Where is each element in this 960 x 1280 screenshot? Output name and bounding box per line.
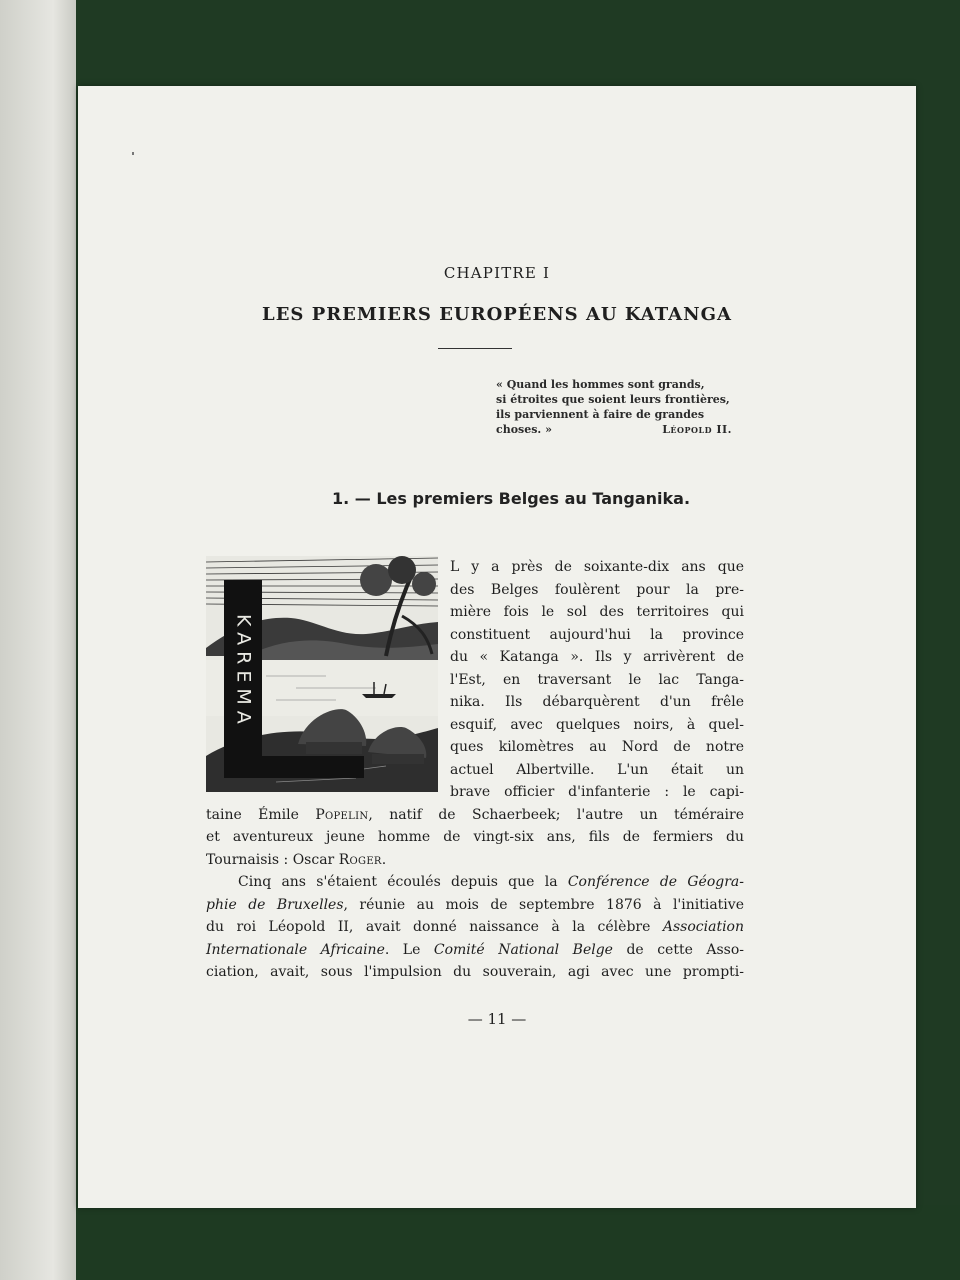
text-line: actuel Albertville. L'un était un (450, 761, 744, 778)
chapter-title: LES PREMIERS EUROPÉENS AU KATANGA (262, 304, 732, 325)
text-fragment: de cette Asso- (612, 941, 744, 958)
background-surface (76, 1205, 960, 1280)
italic-title: Conférence de Géogra- (567, 874, 744, 890)
text-line (206, 916, 744, 939)
text-fragment: Cinq ans s'étaient écoulés depuis que la (238, 874, 568, 890)
text-line: du « Katanga ». Ils y arrivèrent de (450, 649, 744, 665)
text-line: des Belges foulèrent pour la pre- (450, 581, 744, 598)
italic-title: Comité National Belge (433, 941, 613, 958)
text-line: mière fois le sol des territoires qui (450, 604, 744, 620)
epigraph-line: choses. » (496, 423, 552, 436)
person-name: Roger (338, 851, 382, 868)
chapter-label: CHAPITRE I (443, 264, 551, 282)
section-title: 1. — Les premiers Belges au Tanganika. (332, 489, 691, 508)
text-line: esquif, avec quelques noirs, à quel- (450, 716, 744, 733)
epigraph-last-line (496, 422, 732, 437)
facing-page-edge (0, 0, 76, 1280)
text-fragment: taine Émile (206, 806, 316, 823)
title-divider (438, 348, 512, 349)
text-line: constituent aujourd'hui la province (450, 626, 744, 643)
page-mark (132, 152, 134, 155)
text-fragment: . Le (384, 941, 434, 958)
italic-title: phie de Bruxelles (206, 896, 344, 913)
text-fragment: du roi Léopold II, avait donné naissance à la célèbre (206, 919, 663, 935)
text-line (206, 804, 744, 827)
text-line (206, 871, 744, 894)
body-text (206, 556, 744, 984)
text-line (206, 894, 744, 917)
drop-cap-place-label: KAREMA (232, 614, 255, 730)
epigraph-line: « Quand les hommes sont grands, (496, 378, 705, 391)
text-line: L y a près de soixante-dix ans que (450, 559, 744, 575)
epigraph-line: si étroites que soient leurs frontières, (496, 393, 730, 406)
epigraph-line: ils parviennent à faire de grandes (496, 408, 705, 421)
text-line (206, 849, 744, 872)
person-name: Popelin (315, 806, 369, 823)
text-fragment: Tournaisis : Oscar (206, 851, 339, 868)
book-page (78, 86, 916, 1208)
text-fragment: . (381, 851, 387, 868)
text-line (206, 939, 744, 962)
italic-title: Internationale Africaine (206, 941, 385, 958)
text-line: l'Est, en traversant le lac Tanga- (450, 671, 744, 688)
epigraph (496, 377, 732, 437)
text-line: ciation, avait, sous l'impulsion du souverain, agi avec une prompti- (206, 964, 744, 980)
text-fragment: , natif de Schaerbeek; l'autre un téméraire (368, 806, 745, 823)
text-line: et aventureux jeune homme de vingt-six ans, fils de fermiers du (206, 829, 744, 845)
italic-title: Association (662, 919, 744, 935)
epigraph-author: Léopold II. (662, 423, 732, 436)
page-number: — 11 — (467, 1010, 527, 1028)
text-line: ques kilomètres au Nord de notre (450, 739, 744, 755)
text-fragment: , réunie au mois de septembre 1876 à l'initiative (343, 896, 744, 913)
text-line: nika. Ils débarquèrent d'un frêle (450, 694, 744, 710)
text-line: brave officier d'infanterie : le capi- (450, 784, 744, 800)
